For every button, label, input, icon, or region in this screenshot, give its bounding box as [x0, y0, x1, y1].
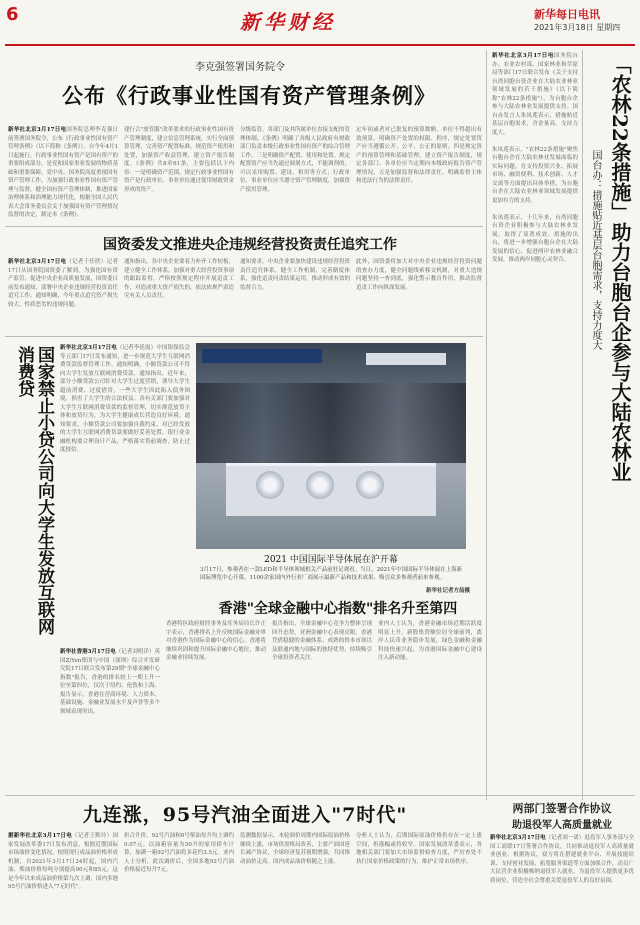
- article-headline[interactable]: 「农林22条措施」助力台胞台企参与大陆农林业: [608, 54, 632, 482]
- article-column: 新华社北京3月17日电（记者刘一诺）退役军人事务部与全国工商联17日签署合作协议，共同推动退役军人高质量就业创业。根据协议，双方将在搭建就业平台、开展技能培训、支持创业发展、拓宽服务渠道等方面加强合作，动员广大民营企业积极吸纳退役军人就业，为退役军人提供更多优质岗位，营造全社会尊重关爱退役军人的良好氛围。: [490, 835, 634, 884]
- article-column: 此外，国资委将加大对中央企业违规经营投资问题的查办力度，健全问题线索移交机制，对重大违规问题坚持一查到底，强化警示教育作用，推动监督追责工作向纵深发展。: [356, 259, 482, 291]
- article-column: 分析人士认为，后期国际原油价格仍存在一定上涨空间，但涨幅或将收窄。国家发展改革委表示，各地相关部门要加大市场监督检查力度，严厉查处不执行国家价格政策的行为，维护正常市场秩序。: [356, 833, 482, 865]
- column-divider: [582, 50, 583, 800]
- article-column: 通知指出，各中央企业要着力补齐工作短板，建立健全工作体系，加强对重大经营投资事项的跟踪监督，严格按照规定程序开展追责工作，对造成重大资产损失的，依法依规严肃追究有关人员责任。: [124, 259, 234, 299]
- article-column: 定年初或者对已批复的预算数额，单位不得超出有效预算。明确资产处置的权限、程序，规定处置资产应当遵循公开、公平、公正的原则。四是规定资产的预算管理和基础管理，建立资产报告制度，规定各部门、各单位应当定期向本级政府报告资产管理情况。五是加强监督和法律责任，明确监督主体和违法行为的法律责任。: [356, 127, 482, 184]
- exhibition-photo: [196, 343, 466, 549]
- photo-credit: 新华社记者方喆摄: [425, 588, 470, 594]
- newspaper-brand: 新华每日电讯: [534, 8, 600, 21]
- article-column: 业内人士认为，香港金融市场近期活跃度明显上升，新股集资额位居全球前列，离岸人民币业务稳步发展，绿色金融和金融科技快速兴起，为香港国际金融中心建设注入新动能。: [378, 621, 482, 661]
- article-column: 香港特区政府财经事务及库务局局长许正宇表示，香港排名上升反映国际金融业界对香港作为国际金融中心的信心。香港将继续巩固和提升国际金融中心地位，推动金融业持续发展。: [166, 621, 266, 661]
- section-title: 新华财经: [240, 10, 336, 34]
- issue-date: 2021年3月18日 星期四: [534, 23, 621, 32]
- page-number: 6: [6, 4, 19, 25]
- article-column: 新华社北京3月17日电国务院台办、农业农村部、国家林业和草原局等部门17日联合发布《关于支持台湾同胞台资企业在大陆农业林业领域发展的若干措施》（以下简称"农林22条措施"），为台胞台企参与大陆农林业发展提供支持。国台办发言人朱凤莲表示，措施贴近基层台胞需求，含金量高、支持力度大。 朱凤莲表示，"农林22条措施"聚焦台胞台企在大陆农林业发展面临的实际问题，在支持投资兴业、拓展市场、融资便利、技术创新、人才交流等方面提出具体举措，为台胞台企在大陆农业林业领域发展提供更加有力的支持。 朱凤莲表示，十几年来，台湾同胞台资企业积极参与大陆农林业发展，取得了显著成效。措施的出台，将进一步增强台胞台企在大陆发展的信心，促进两岸农林业融合发展，推动两岸同胞心灵契合。: [492, 53, 578, 263]
- article-lead: 新华社北京3月17日电: [60, 345, 117, 351]
- article-column: 新华社香港3月17日电（记者刘明洋）英国Z/Yen集团与中国（深圳）综合开发研究院17日联合发布第29期"全球金融中心指数"报告，香港的排名较上一期上升一位至第四位，仅次于纽约、伦敦和上海。报告显示，香港在营商环境、人力资本、基础设施、金融业发展水平及声誉等多个领域表现突出。: [60, 649, 160, 715]
- section-divider: [5, 336, 483, 337]
- photo-title: 2021 中国国际半导体展在沪开幕: [264, 555, 398, 565]
- column-divider: [486, 50, 487, 800]
- article-subhead: 助退役军人高质量就业: [512, 820, 612, 831]
- article-lead: 新华社北京3月17日电: [8, 127, 67, 133]
- article-column: 据新华社北京3月17日电（记者王默玲）国家发展改革委17日发布消息，根据近期国际市场油价变化情况，按照现行成品油价格形成机制，自2021年3月17日24时起，国内汽油、柴油价格每吨分别提高90元和85元。这是今年以来成品油价格第九次上调，国内多地95号汽油价格进入"7元时代"。: [8, 833, 118, 890]
- article-headline[interactable]: 九连涨，95号汽油全面进入"7时代": [82, 804, 408, 826]
- photo-crowd-shape: [196, 383, 466, 463]
- article-lead: 新华社香港3月17日电: [60, 649, 116, 655]
- article-lead: 新华社北京3月17日电: [492, 53, 555, 59]
- article-column: 新华社北京3月17日电（记者于佳欣）记者17日从国务院国资委了解到，为强化国有资产监管，促进中央企业高质量发展，国资委日前发布通知，部署中央企业违规经营投资责任追究工作。通知明确，今年重点追究资产损失较大、性质恶劣的违规问题。: [8, 259, 118, 308]
- photo-banner-shape: [202, 349, 322, 363]
- photo-sign-shape: [366, 353, 446, 365]
- article-headline[interactable]: 两部门签署合作协议: [512, 802, 612, 815]
- article-column: 通知要求，中央企业要加快建设违规经营投资责任追究体系，健全工作机制，完善制度体系，强化追责问责结果运用，推动形成有效的监督合力。: [240, 259, 350, 291]
- article-headline[interactable]: 国家禁止小贷公司向大学生发放互联网消费贷: [14, 346, 54, 635]
- article-kicker: 李克强签署国务院令: [195, 62, 285, 73]
- wafer-icon: [356, 471, 384, 499]
- article-column: 监测数据显示，本轮调价周期内国际原油价格继续上涨，市场供需格局改善，主要产油国延长减产协议，全球经济复苏预期增强，共同推动油价走高。国内成品油价格随之上涨。: [240, 833, 350, 865]
- article-column: 报告指出，全球金融中心竞争力整体呈现回升态势，亚洲金融中心表现亮眼。香港凭借稳健的金融体系、成熟的资本市场以及联通内地与国际的独特优势，持续吸引全球投资者关注。: [272, 621, 372, 661]
- wafer-icon: [306, 471, 334, 499]
- masthead-rule: [5, 44, 635, 46]
- article-lead: 新华社北京3月17日电: [490, 835, 546, 841]
- article-column: 新华社北京3月17日电国务院总理李克强日前签署国务院令，公布《行政事业性国有资产管理条例》（以下简称《条例》），自今年4月1日起施行。行政事业性国有资产是国有资产的重要组成部分，是党和国家事业发展的物质基础和重要保障。党中央、国务院高度重视国有资产管理工作，为加强行政事业性国有资产管理与监督，健全国有资产管理体制，推进国家治理体系和治理能力现代化，根据全国人民代表大会常务委员会关于加强国有资产管理情况监督的决定，制定本《条例》。: [8, 127, 118, 218]
- article-column: 建行合"放管服"改革要求的行政事业性国有资产管理制度，建立信息管理系统，实行全面预算管理，完善资产配置标准，规范资产使用和处置，加强资产收益管理，建立资产报告制度。《条例》共8章61条，主要包括以下内容：一是明确资产范围，规定行政事业性国有资产是行政单位、事业单位通过使用财政资金形成的资产。: [124, 127, 234, 193]
- article-column: 分级监管，各部门及其所属单位直接支配的管理体制。《条例》明确了各级人民政府有财政部门负责本级行政事业性国有资产的综合管理工作。三是明确资产配置、使用和处置。规定配置资产应当先通过调剂方式，不能调剂的，可以采用购置、建设、租用等方式；行政单位、事业单位应当遵守资产管理制度，加强资产使用管理。: [240, 127, 350, 193]
- article-column: 新华社北京3月17日电（记者李延霞）中国银保监会等五部门17日发布通知，进一步规范大学生互联网消费贷款监督管理工作。通知明确，小额贷款公司不得向大学生发放互联网消费贷款。通知指出，近年来，部分小额贷款公司针对大学生过度营销，诱导大学生超前消费、过度借贷，一些大学生因此陷入债务困境，损害了大学生的合法权益。各有关部门要加强对大学生互联网消费贷款的监督管理，切实规范放贷主体和放贷行为，为大学生健康成长营造良好环境。通知要求，小额贷款公司要加强自我约束，对已经发放的大学生互联网消费贷款要做好妥善处置。银行业金融机构要合理设计产品，严格落实贷前调查，防止过度授信。: [60, 345, 190, 453]
- photo-caption: 3月17日，参观者在一款LED和半导体领域相关产品前驻足观看。当日，2021年中国国际半导体展在上海新国际博览中心开幕，1100余家国内外行业厂商展示最新产品和技术成果，吸引众多参观者前来参观。: [200, 567, 463, 581]
- article-headline[interactable]: 公布《行政事业性国有资产管理条例》: [62, 83, 436, 108]
- article-subhead: 国台办：措施贴近基层台胞需求，支持力度大: [590, 150, 601, 350]
- section-divider: [5, 795, 635, 796]
- article-column: 折合升价，92号汽油和0号柴油每升均上调约0.07元。以油箱容量为50升的家用轿车计算，加满一箱92号汽油将多花约3.5元。业内人士分析，此次调价后，全国多地92号汽油价格接近每升7元。: [124, 833, 234, 873]
- article-headline[interactable]: 香港"全球金融中心指数"排名升至第四: [218, 601, 458, 617]
- section-divider: [5, 226, 483, 227]
- wafer-icon: [256, 471, 284, 499]
- article-lead: 据新华社北京3月17日电: [8, 833, 73, 839]
- article-headline[interactable]: 国资委发文推进央企违规经营投资责任追究工作: [103, 237, 397, 253]
- article-lead: 新华社北京3月17日电: [8, 259, 67, 265]
